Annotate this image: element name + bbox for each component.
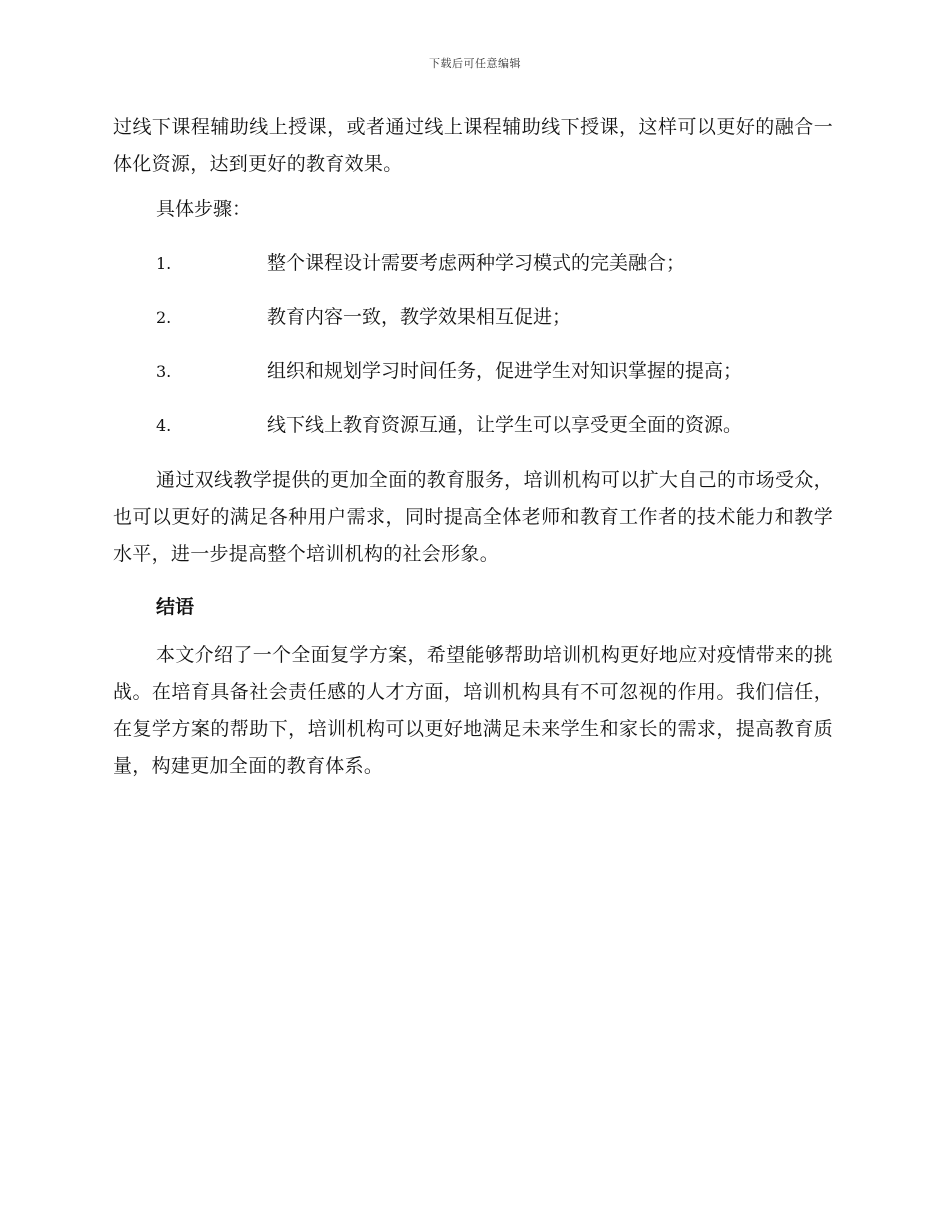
step-text: 教育内容一致，教学效果相互促进； — [267, 306, 572, 328]
step-item — [113, 353, 833, 390]
step-number: 2. — [156, 308, 172, 327]
step-item — [113, 245, 833, 282]
intro-paragraph: 过线下课程辅助线上授课，或者通过线上课程辅助线下授课，这样可以更好的融合一体化资源，达到更好的教育效果。 — [113, 116, 833, 175]
step-text: 组织和规划学习时间任务，促进学生对知识掌握的提高； — [267, 360, 743, 382]
page-header: 下载后可任意编辑 — [429, 57, 521, 70]
conclusion-paragraph: 本文介绍了一个全面复学方案，希望能够帮助培训机构更好地应对疫情带来的挑战。在培育具备社会责任感的人才方面，培训机构具有不可忽视的作用。我们信任，在复学方案的帮助下，培训机构可以更好地满足未来学生和家长的需求，提高教育质量，构建更加全面的教育体系。 — [113, 644, 833, 777]
conclusion-heading: 结语 — [156, 596, 195, 618]
step-number: 4. — [156, 416, 172, 435]
steps-title: 具体步骤： — [156, 198, 252, 220]
step-number: 1. — [156, 254, 172, 273]
step-number: 3. — [156, 362, 172, 381]
step-text: 整个课程设计需要考虑两种学习模式的完美融合； — [267, 252, 686, 274]
step-item — [113, 299, 833, 336]
step-item — [113, 407, 833, 444]
step-text: 线下线上教育资源互通，让学生可以享受更全面的资源。 — [267, 414, 743, 436]
steps-list — [113, 245, 833, 444]
document-body — [113, 109, 833, 785]
summary-paragraph: 通过双线教学提供的更加全面的教育服务，培训机构可以扩大自己的市场受众，也可以更好的满足各种用户需求，同时提高全体老师和教育工作者的技术能力和教学水平，进一步提高整个培训机构的社会形象。 — [113, 469, 833, 565]
